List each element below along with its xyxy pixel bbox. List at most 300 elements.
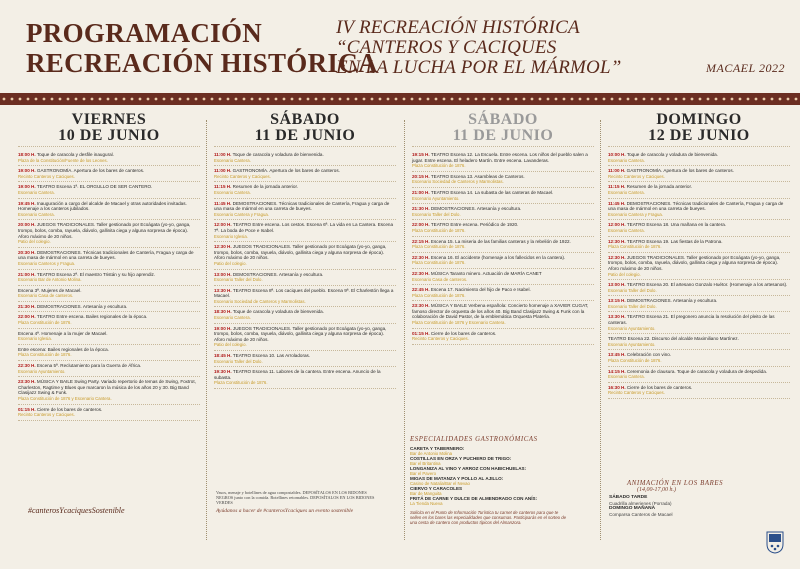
event-text: JUEGOS TRADICIONALES. Taller gestionado por Ecoágata (yo-yo, ganga, trompo, bolos, comba, rayuela, diávolo, gallinita ciega y alguna sorpresa de época). Aforo máximo de 20 niños. [214, 244, 387, 261]
gastro-footer: Solicita en el Punto de Información Turística tu carnet de canteros para que te sellen en los bares las especialidades que consumas. Participarás en el sorteo de una cesta de cantero con productos típicos del Almanzora. [410, 510, 566, 525]
title-line-1: PROGRAMACIÓN [26, 18, 263, 48]
event-divider [214, 198, 396, 199]
gastro-dish: LONGANIZA AL VINO Y ARROZ CON HABICHUELAS: [410, 466, 527, 471]
decorative-band [0, 93, 800, 105]
event-time: 13:00 H. [214, 271, 232, 277]
event-item [18, 288, 200, 299]
event-time: 20:00 H. [18, 222, 36, 228]
gastro-bar: Bar de Manguita [410, 491, 442, 496]
event-location: Escenario Cantera. [608, 374, 645, 380]
event-divider [214, 219, 396, 220]
event-time: 22:30 H. [412, 270, 430, 276]
event-time: 13:15 H. [608, 298, 626, 304]
event-location: Escenario Taller del Dolo. [412, 211, 461, 217]
event-location: Escenario Cantera y Fragua. [214, 211, 269, 217]
event-time: 13:30 H. [214, 287, 232, 293]
event-item [412, 222, 594, 233]
event-divider [608, 349, 790, 350]
event-line [608, 255, 790, 272]
event-item [18, 152, 200, 163]
day-date: 11 DE JUNIO [452, 127, 554, 144]
event-time: 20:30 H. [18, 249, 36, 255]
event-time: 21:30 H. [412, 206, 430, 212]
event-text: GASTRONOMÍA. Apertura de los bares de canteros. [626, 168, 734, 174]
event-text: Resumen de la jornada anterior. [626, 184, 693, 190]
event-line [18, 201, 200, 212]
event-divider [18, 219, 200, 220]
event-divider [412, 187, 594, 188]
event-text: DEMOSTRACIONES. Técnicas tradicionales de Cantería, Fragua y carga de una masa de mármol en una carreta de bueyes. [18, 249, 194, 261]
column-divider [600, 120, 601, 540]
event-item [214, 326, 396, 348]
event-text: MÚSICA Y BAILE Verbena española: Concierto homenaje a XAVIER CUGAT, famoso director de orquesta de los años 40. Big Band Clasijazz Swing & Funk con la colaboración de David Pastor, de la emblemática Orquesta Platería. [412, 303, 589, 320]
event-divider [608, 219, 790, 220]
event-divider [608, 236, 790, 237]
gastro-dish: MIGAS DE MATANZA Y POLLO AL AJILLO: [410, 476, 504, 481]
event-text: TEATRO Escena 12. La Escuela. Entre escena. Los niños del pueblo salen a jugar. Entre escena. El heladero Martín. Entre escena. Lavanderas. [412, 152, 588, 163]
event-location: Plaza Constitución de 1876. [412, 244, 466, 250]
heading-divider [608, 146, 790, 147]
event-text: TEATRO Escena 8ª. Los caciques del pueblo. Escena 9ª. El Charlestón llega a Macael. [214, 287, 394, 299]
event-divider [412, 252, 594, 253]
event-divider [608, 181, 790, 182]
event-time: 11:00 H. [214, 152, 232, 157]
event-time: 22:30 H. [412, 254, 430, 260]
day-column-friday [18, 112, 200, 423]
event-line [18, 379, 200, 396]
event-text: GASTRONOMÍA. Apertura de los bares de canteros. [36, 168, 145, 174]
event-time: 12:00 H. [608, 222, 626, 228]
sustainability-notes [216, 490, 376, 514]
event-item [18, 363, 200, 374]
event-text: TEATRO Escena 2ª. El maestro Tristán y su hijo aprendiz. [36, 271, 156, 277]
event-text: TEATRO Escena 13. Asambleas de Canteros. [430, 173, 525, 179]
gastro-bar: Bar el Britantina [410, 461, 441, 466]
event-location: Escenario Cantera. [214, 315, 251, 321]
event-divider [18, 328, 200, 329]
notes-text: Vasos, menaje y botellines de agua compostables. DEPOSÍTALOS EN LOS BIDONES NEGROS junto con la comida. Botellines retornables. DEPOSÍTALOS EN LOS BIDONES VERDES [216, 490, 375, 505]
event-time: 18:45 H. [214, 353, 232, 359]
event-location: Escenario Cantera. [18, 211, 55, 217]
event-text: Celebración con vino. [626, 352, 672, 358]
gastro-title: ESPECIALIDADES GASTRONÓMICAS [410, 436, 538, 443]
event-divider [18, 420, 200, 421]
event-divider [608, 311, 790, 312]
day-name: DOMINGO [656, 111, 742, 128]
heading-divider [18, 146, 200, 147]
event-line [214, 326, 396, 343]
event-location: Escenario Cantera. [608, 227, 645, 233]
event-divider [608, 279, 790, 280]
day-date: 12 DE JUNIO [648, 127, 750, 144]
event-item [18, 184, 200, 195]
event-item [412, 152, 594, 169]
event-time: 16:30 H. [608, 384, 626, 390]
bar-entertainment-list [609, 495, 769, 517]
event-time: 22:00 H. [412, 222, 430, 228]
event-location: Escenario Cantera. [18, 189, 55, 195]
event-divider [608, 366, 790, 367]
event-item [608, 201, 790, 218]
bar-entertainment-hours: (14,00-17,00 h.) [637, 487, 676, 493]
gastro-bar: Bar el Pavero [410, 471, 437, 476]
event-location: Escenario Sociedad de Canteros y Marmolistas. [412, 179, 504, 185]
event-divider [412, 203, 594, 204]
event-divider [214, 323, 396, 324]
event-item [608, 352, 790, 363]
event-divider [214, 181, 396, 182]
event-time: 19:00 H. [18, 168, 36, 174]
event-text: Escena 17. Nacimiento del hijo de Paco e Isabel. [430, 287, 531, 293]
day-heading [608, 112, 790, 144]
event-location: Escenario Cantera. [214, 189, 251, 195]
event-time: 13:30 H. [608, 314, 626, 320]
event-item [608, 184, 790, 195]
event-time: 11:00 H. [214, 168, 232, 174]
event-divider [608, 165, 790, 166]
event-location: Escenario Canteros y Fragua. [18, 260, 76, 266]
event-text: DEMOSTRACIONES. Artesanía y escultura. [626, 298, 718, 304]
event-text: TEATRO Entre escena. Bailes regionales de la época. [36, 314, 148, 320]
event-item [214, 201, 396, 218]
event-location: Escenario Cantera. [608, 157, 645, 163]
event-location: Recinto Canteros y Caciques. [608, 390, 665, 396]
event-location: Recinto Canteros y Caciques. [18, 173, 75, 179]
day-column-sunday [608, 112, 790, 401]
event-text: DEMOSTRACIONES. Artesanía y escultura. [36, 303, 128, 309]
event-divider [214, 269, 396, 270]
event-item [18, 250, 200, 267]
event-time: 11:45 H. [214, 200, 232, 206]
notes-slogan: Ayúdanos a hacer de #canterosYcaciques un evento sostenible [216, 508, 354, 514]
event-text: Toque de caracola y voladura de bienvenida. [232, 152, 324, 157]
event-item [608, 255, 790, 277]
event-time: 12:00 H. [214, 222, 232, 228]
day-column-saturday [214, 112, 396, 391]
event-time: 13:00 H. [608, 282, 626, 288]
event-time: 11:45 H. [608, 200, 626, 206]
event-time: 19:00 H. [214, 325, 232, 331]
gastro-dish: FRITÁ DE CARNE Y DULCE DE ALMENDRADO CON ANÍS: [410, 496, 538, 501]
event-location: Plaza Constitución de 1876 y Escenario Cantera. [18, 396, 112, 401]
event-item [608, 152, 790, 163]
event-text: DEMOSTRACIONES. Artesanía y escultura. [232, 271, 324, 277]
event-time: 11:15 H. [608, 184, 626, 190]
event-location: Plaza Constitución de 1876. [18, 352, 72, 358]
event-item [18, 314, 200, 325]
event-text: Cierre de los bares de canteros. [430, 330, 497, 336]
event-location: Escenario Taller del Dolo. [214, 358, 263, 364]
event-time: 18:00 H. [18, 152, 36, 157]
bar-entertainment-group: Comparsa Canteros de Macael [609, 511, 673, 517]
event-time: 01:15 H. [18, 406, 36, 412]
event-location: Plaza Constitución de 1876. [608, 244, 662, 250]
event-text: GASTRONOMÍA. Apertura de los bares de canteros. [232, 168, 340, 174]
event-item [412, 190, 594, 201]
event-time: 12:30 H. [214, 244, 232, 250]
day-column-saturday-evening [412, 112, 594, 347]
event-text: Escena 5ª. Reclutamiento para la Guerra de África. [36, 363, 142, 369]
event-text: Toque de caracola y voladura de bienvenida. [626, 152, 719, 157]
event-item [608, 222, 790, 233]
event-location: Escenario Ayuntamiento. [608, 341, 656, 347]
event-divider [412, 300, 594, 301]
event-location: Escenario Ayuntamiento. [18, 368, 66, 374]
event-item [214, 309, 396, 320]
column-divider [404, 120, 405, 540]
event-item [608, 239, 790, 250]
event-item [608, 282, 790, 293]
event-time: 13:45 H. [608, 352, 626, 358]
event-item [214, 152, 396, 163]
event-item [412, 331, 594, 342]
event-location: Plaza Constitución de 1876. [412, 260, 466, 266]
event-item [412, 239, 594, 250]
event-divider [18, 376, 200, 377]
event-divider [18, 404, 200, 405]
event-time: 11:00 H. [608, 168, 626, 174]
event-item [18, 331, 200, 342]
event-time: 22:00 H. [18, 314, 36, 320]
day-name: SÁBADO [468, 111, 538, 128]
event-text: Cierre de los bares de canteros. [36, 406, 103, 412]
event-divider [214, 350, 396, 351]
event-location: Escenario Bar de Antonio Molina. [18, 277, 82, 283]
event-divider [18, 165, 200, 166]
subtitle-line-3: EN LA LUCHA POR EL MÁRMOL” [336, 57, 622, 78]
event-divider [18, 311, 200, 312]
event-time: 21:00 H. [412, 189, 430, 195]
event-time: 22:45 H. [412, 287, 430, 293]
hashtag: #canterosYcaciquesSostenible [28, 506, 125, 515]
event-location: Recinto Canteros y Caciques. [608, 173, 665, 179]
event-time: 23:30 H. [18, 379, 36, 385]
event-item [608, 314, 790, 331]
event-divider [18, 285, 200, 286]
event-time: 12:30 H. [608, 238, 626, 244]
event-location: Plaza Constitución de 1876. [18, 320, 72, 326]
event-location: Recinto Canteros y Caciques. [214, 173, 271, 179]
event-location: Patio del colegio. [18, 239, 51, 245]
event-divider [214, 366, 396, 367]
event-location: Escenario Taller del Dolo. [608, 287, 657, 293]
event-text: DEMOSTRACIONES. Técnicas tradicionales de Cantería, Fragua y carga de una masa de mármol en una carreta de bueyes. [608, 200, 784, 212]
event-text: Toque de caracola y desfile inaugural. [36, 152, 114, 157]
event-divider [18, 301, 200, 302]
event-item [18, 379, 200, 401]
event-time: 19:30 H. [214, 369, 232, 375]
day-name: VIERNES [71, 111, 147, 128]
event-item [18, 347, 200, 358]
heading-divider [412, 146, 594, 147]
event-text: MÚSICA Y BAILE Swing Party. Variado repertorio de temas de Swing, Foxtrot, Charleston, Ragtime y Blues que marcaron la música de los años 20 y 30. Big Band Clasijazz Swing & Funk. [18, 379, 196, 396]
event-line [608, 282, 790, 288]
event-divider [18, 247, 200, 248]
event-text: TEATRO Escena 22. Discurso del alcalde Maximiliano Martínez. [608, 336, 739, 342]
brand-label: MACAEL 2022 [706, 61, 785, 75]
event-divider [18, 181, 200, 182]
event-location: Escenario Taller del Dolo. [214, 277, 263, 283]
event-text: Cierre de los bares de canteros. [626, 384, 693, 390]
event-time: 12:30 H. [608, 254, 626, 260]
event-divider [608, 398, 790, 399]
event-text: Resumen de la jornada anterior. [232, 184, 299, 190]
bar-entertainment-label: SÁBADO TARDE [609, 495, 648, 500]
event-divider [412, 219, 594, 220]
event-location: Plaza Constitución de 1876. [412, 292, 466, 298]
event-item [608, 369, 790, 380]
event-text: Ceremonia de clausura. Toque de caracola y voladura de despedida. [626, 368, 768, 374]
bar-entertainment-label: DOMINGO MAÑANA [609, 506, 656, 512]
event-location: Escenario Cantera y Fragua. [608, 211, 663, 217]
event-line [214, 288, 396, 299]
event-item [18, 222, 200, 244]
event-location: Recinto Canteros y Caciques. [18, 412, 75, 418]
event-divider [18, 269, 200, 270]
event-location: Escenario Casa de canteros. [18, 293, 74, 299]
day-name: SÁBADO [270, 111, 340, 128]
event-item [18, 168, 200, 179]
event-item [214, 168, 396, 179]
event-divider [608, 295, 790, 296]
event-text: TEATRO Escena 10. Las Arroladoras. [232, 353, 311, 359]
event-divider [412, 344, 594, 345]
event-divider [18, 198, 200, 199]
event-item [214, 369, 396, 386]
event-time: 11:15 H. [214, 184, 232, 190]
event-location: Plaza de la Constitución/Fuente de los Leones. [18, 157, 108, 163]
dots-pattern-icon [0, 93, 800, 105]
event-text: TEATRO Escena 21. El pregonero anuncia la resolución del pleito de las canteras. [608, 314, 775, 326]
event-time: 18:30 H. [214, 309, 232, 315]
gastro-list [410, 446, 570, 506]
event-item [214, 244, 396, 266]
event-item [412, 303, 594, 325]
day-heading [18, 112, 200, 144]
event-text: MÚSICA Taranto minero. Actuación de MARÍA CANET [430, 270, 542, 276]
event-divider [412, 236, 594, 237]
page-title [26, 18, 378, 78]
column-divider [206, 120, 207, 540]
event-time: 19:45 H. [18, 200, 36, 206]
event-text: TEATRO Escena 1ª. EL ORGULLO DE SER CANTERO. [36, 184, 153, 190]
page-header [0, 0, 800, 108]
event-time: 10:00 H. [608, 152, 626, 157]
event-time: 19:00 H. [18, 184, 36, 190]
event-divider [412, 171, 594, 172]
event-subtitle [336, 18, 622, 78]
event-item [412, 287, 594, 298]
event-item [214, 288, 396, 305]
event-line [608, 201, 790, 212]
event-location: Patio del colegio. [214, 342, 247, 348]
event-line [18, 222, 200, 239]
event-text: TEATRO Escena 19. Las fiestas de la Patrona. [626, 238, 723, 244]
event-line [412, 152, 594, 163]
coat-of-arms-icon [766, 530, 784, 554]
event-divider [18, 360, 200, 361]
event-text: Toque de caracola y voladura de bienvenida. [232, 309, 325, 315]
event-text: TEATRO Escena 18. Una mañana en la cantera. [626, 222, 727, 228]
bar-entertainment-title: ANIMACIÓN EN LOS BARES [627, 480, 724, 487]
event-item [214, 222, 396, 239]
event-line [18, 304, 200, 310]
event-text: TEATRO Entre escena. Los cestos. Escena 6ª. La vida en La Cantera. Escena 7ª. La boda de Poce e Isabel. [214, 222, 394, 233]
event-item [608, 336, 790, 347]
event-item [412, 255, 594, 266]
event-location: Escenario Ayuntamiento. [412, 195, 460, 201]
event-item [608, 168, 790, 179]
event-text: JUEGOS TRADICIONALES. Taller gestionado por Ecoágata (yo-yo, ganga, trompo, bolos, comba, rayuela, diávolo, gallinita ciega y alguna sorpresa de época). Aforo máximo de 20 niños. [214, 325, 387, 342]
event-line [608, 314, 790, 325]
event-item [18, 272, 200, 283]
event-text: JUEGOS TRADICIONALES. Taller gestionado por Ecoágata (yo-yo, ganga, trompo, bolos, comba, rayuela, diávolo, gallinita ciega y alguna sorpresa de época). Aforo máximo de 20 niños. [18, 222, 191, 239]
event-item [412, 174, 594, 185]
gastro-dish: COSTILLAS EN ORZA Y PUCHERO DE TRIGO: [410, 456, 512, 461]
gastro-bar: Casino de Natalia/Bar el Nevao [410, 481, 470, 486]
event-time: 20:15 H. [412, 173, 430, 179]
event-item [608, 385, 790, 396]
day-date: 10 DE JUNIO [58, 127, 160, 144]
event-item [18, 407, 200, 418]
event-text: TEATRO Entre escena. Periódico de 1920. [430, 222, 519, 228]
event-time: 23:30 H. [412, 303, 430, 309]
event-location: Escenario Cantera. [608, 189, 645, 195]
gastro-section [410, 436, 570, 525]
event-item [18, 304, 200, 310]
day-heading [412, 112, 594, 144]
event-location: Recinto Canteros y Caciques. [412, 336, 469, 342]
event-text: JUEGOS TRADICIONALES. Taller gestionado por Ecoágata (yo-yo, ganga, trompo, bolos, comba, rayuela, diávolo, gallinita ciega y alguna sorpresa de época). Aforo máximo de 20 niños. [608, 254, 781, 271]
event-time: 21:00 H. [18, 271, 36, 277]
event-line [214, 244, 396, 261]
event-location: Plaza Constitución de 1876. [412, 227, 466, 233]
gastro-dish: CIERVO Y CARACOLES [410, 486, 463, 491]
event-divider [18, 344, 200, 345]
gastro-dish: CARETA Y TABERNERO: [410, 446, 465, 451]
event-text: TEATRO Escena 14. La subasta de las canteras de Macael. [430, 189, 554, 195]
event-location: Escenario Cantera. [214, 157, 251, 163]
event-line [18, 250, 200, 261]
event-location: Plaza Constitución de 1876 y Escenario Cantera. [412, 320, 506, 326]
event-time: 21:30 H. [18, 303, 36, 309]
event-divider [214, 285, 396, 286]
event-divider [214, 388, 396, 389]
event-text: TEATRO Escena 20. El artesano Gonzalo Huétor. (Homenaje a los artesanos). [626, 282, 788, 288]
event-location: Escenario Ayuntamiento. [608, 325, 656, 331]
event-text: Escena 15. La miseria de las familias canteras y la rebelión de 1922. [430, 238, 571, 244]
event-text: Escena 16. El accidente (homenaje a los fallecidos en la cantera). [430, 254, 566, 260]
event-text: DEMOSTRACIONES. Técnicas tradicionales de Cantería, Fragua y carga de una masa de mármol en una carreta de bueyes. [214, 200, 390, 212]
event-location: Escenario Casa de canteros. [412, 276, 468, 282]
event-line [214, 201, 396, 212]
event-location: Escenario Sociedad de Canteros y Marmolistas. [214, 298, 306, 304]
subtitle-line-2: “CANTEROS Y CACIQUES [336, 37, 557, 58]
bar-entertainment [609, 480, 769, 517]
event-divider [608, 252, 790, 253]
event-text: Entre escena: Bailes regionales de la época. [18, 346, 109, 352]
event-divider [214, 306, 396, 307]
gastro-bar: La Tienda Nueva [410, 501, 443, 506]
event-text: Escena 3ª. Mujeres de Macael. [18, 287, 82, 293]
event-time: 14:15 H. [608, 368, 626, 374]
event-item [214, 272, 396, 283]
event-text: TEATRO Escena 11. Labores de la cantera. Entre escena. Anuncio de la subasta. [214, 369, 381, 380]
event-line [214, 369, 396, 380]
event-item [412, 206, 594, 217]
title-line-2: RECREACIÓN HISTÓRICA [26, 48, 378, 78]
event-item [412, 271, 594, 282]
